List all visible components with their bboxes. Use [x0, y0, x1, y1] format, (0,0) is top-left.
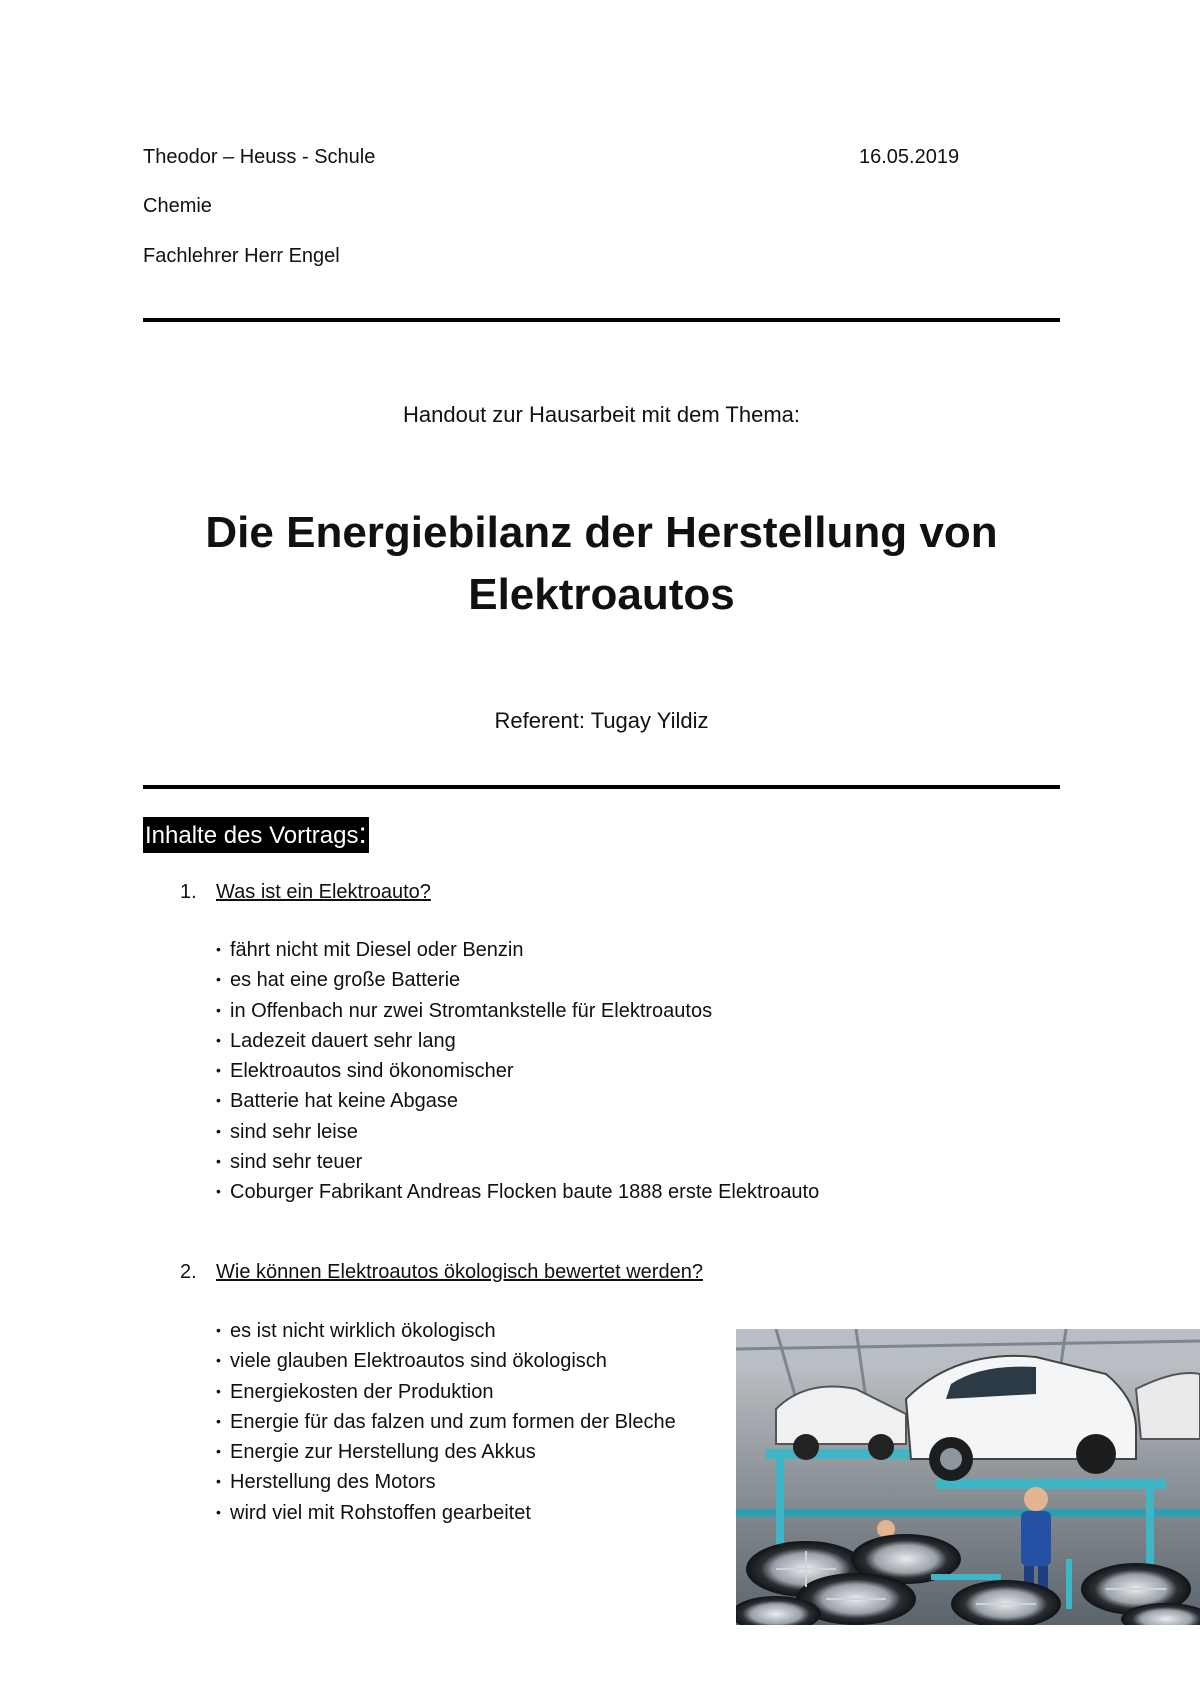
bullet-icon: •	[216, 1503, 221, 1520]
document-title: Die Energiebilanz der Herstellung von Elektroautos	[205, 508, 998, 619]
section-2-heading: Wie können Elektroautos ökologisch bewertet werden?	[216, 1261, 703, 1283]
list-item: • sind sehr teuer	[216, 1147, 819, 1177]
list-item: • wird viel mit Rohstoffen gearbeitet	[216, 1498, 676, 1528]
bullet-icon: •	[216, 1062, 221, 1079]
car-factory-photo	[736, 1329, 1200, 1625]
list-item: • Energie zur Herstellung des Akkus	[216, 1437, 676, 1467]
list-item: • es hat eine große Batterie	[216, 965, 819, 995]
contents-heading-label: Inhalte des Vortrags	[145, 822, 359, 849]
bullet-icon: •	[216, 941, 221, 957]
section-2-number: 2.	[180, 1261, 197, 1283]
list-item: • viele glauben Elektroautos sind ökologisch	[216, 1346, 676, 1376]
handout-subtitle: Handout zur Hausarbeit mit dem Thema:	[403, 402, 800, 427]
list-item: • Energiekosten der Produktion	[216, 1377, 676, 1407]
list-item: • in Offenbach nur zwei Stromtankstelle für Elektroautos	[216, 996, 819, 1026]
contents-heading-colon: :	[358, 817, 367, 850]
bullet-icon: •	[216, 1382, 221, 1399]
bullet-icon: •	[216, 1031, 221, 1048]
bullet-icon: •	[216, 1443, 221, 1460]
school-name: Theodor – Heuss - Schule	[143, 146, 376, 168]
bottom-divider	[143, 785, 1060, 789]
bullet-icon: •	[216, 1322, 221, 1338]
list-item: • Ladezeit dauert sehr lang	[216, 1026, 819, 1056]
car-factory-photo-svg	[736, 1329, 1200, 1625]
document-date: 16.05.2019	[859, 146, 960, 168]
bullet-icon: •	[216, 1183, 221, 1200]
teacher-name: Fachlehrer Herr Engel	[143, 245, 340, 267]
subject-name: Chemie	[143, 195, 212, 217]
top-divider	[143, 318, 1060, 322]
section-1-number: 1.	[180, 881, 197, 903]
bullet-icon: •	[216, 1412, 221, 1429]
bullet-icon: •	[216, 1352, 221, 1369]
bullet-icon: •	[216, 1473, 221, 1490]
section-1-bullets	[216, 935, 819, 1208]
list-item: • Herstellung des Motors	[216, 1467, 676, 1497]
list-item: • Elektroautos sind ökonomischer	[216, 1056, 819, 1086]
bullet-icon: •	[216, 1092, 221, 1109]
bullet-icon: •	[216, 971, 221, 988]
list-item: • es ist nicht wirklich ökologisch	[216, 1316, 676, 1346]
list-item: • sind sehr leise	[216, 1117, 819, 1147]
bullet-icon: •	[216, 1001, 221, 1018]
section-2-bullets	[216, 1316, 676, 1528]
list-item: • fährt nicht mit Diesel oder Benzin	[216, 935, 819, 965]
section-1-heading: Was ist ein Elektroauto?	[216, 881, 431, 903]
list-item: • Coburger Fabrikant Andreas Flocken baute 1888 erste Elektroauto	[216, 1177, 819, 1207]
contents-heading	[143, 817, 369, 853]
referent-line: Referent: Tugay Yildiz	[494, 708, 709, 733]
list-item: • Energie für das falzen und zum formen der Bleche	[216, 1407, 676, 1437]
list-item: • Batterie hat keine Abgase	[216, 1086, 819, 1116]
bullet-icon: •	[216, 1122, 221, 1139]
bullet-icon: •	[216, 1153, 221, 1170]
